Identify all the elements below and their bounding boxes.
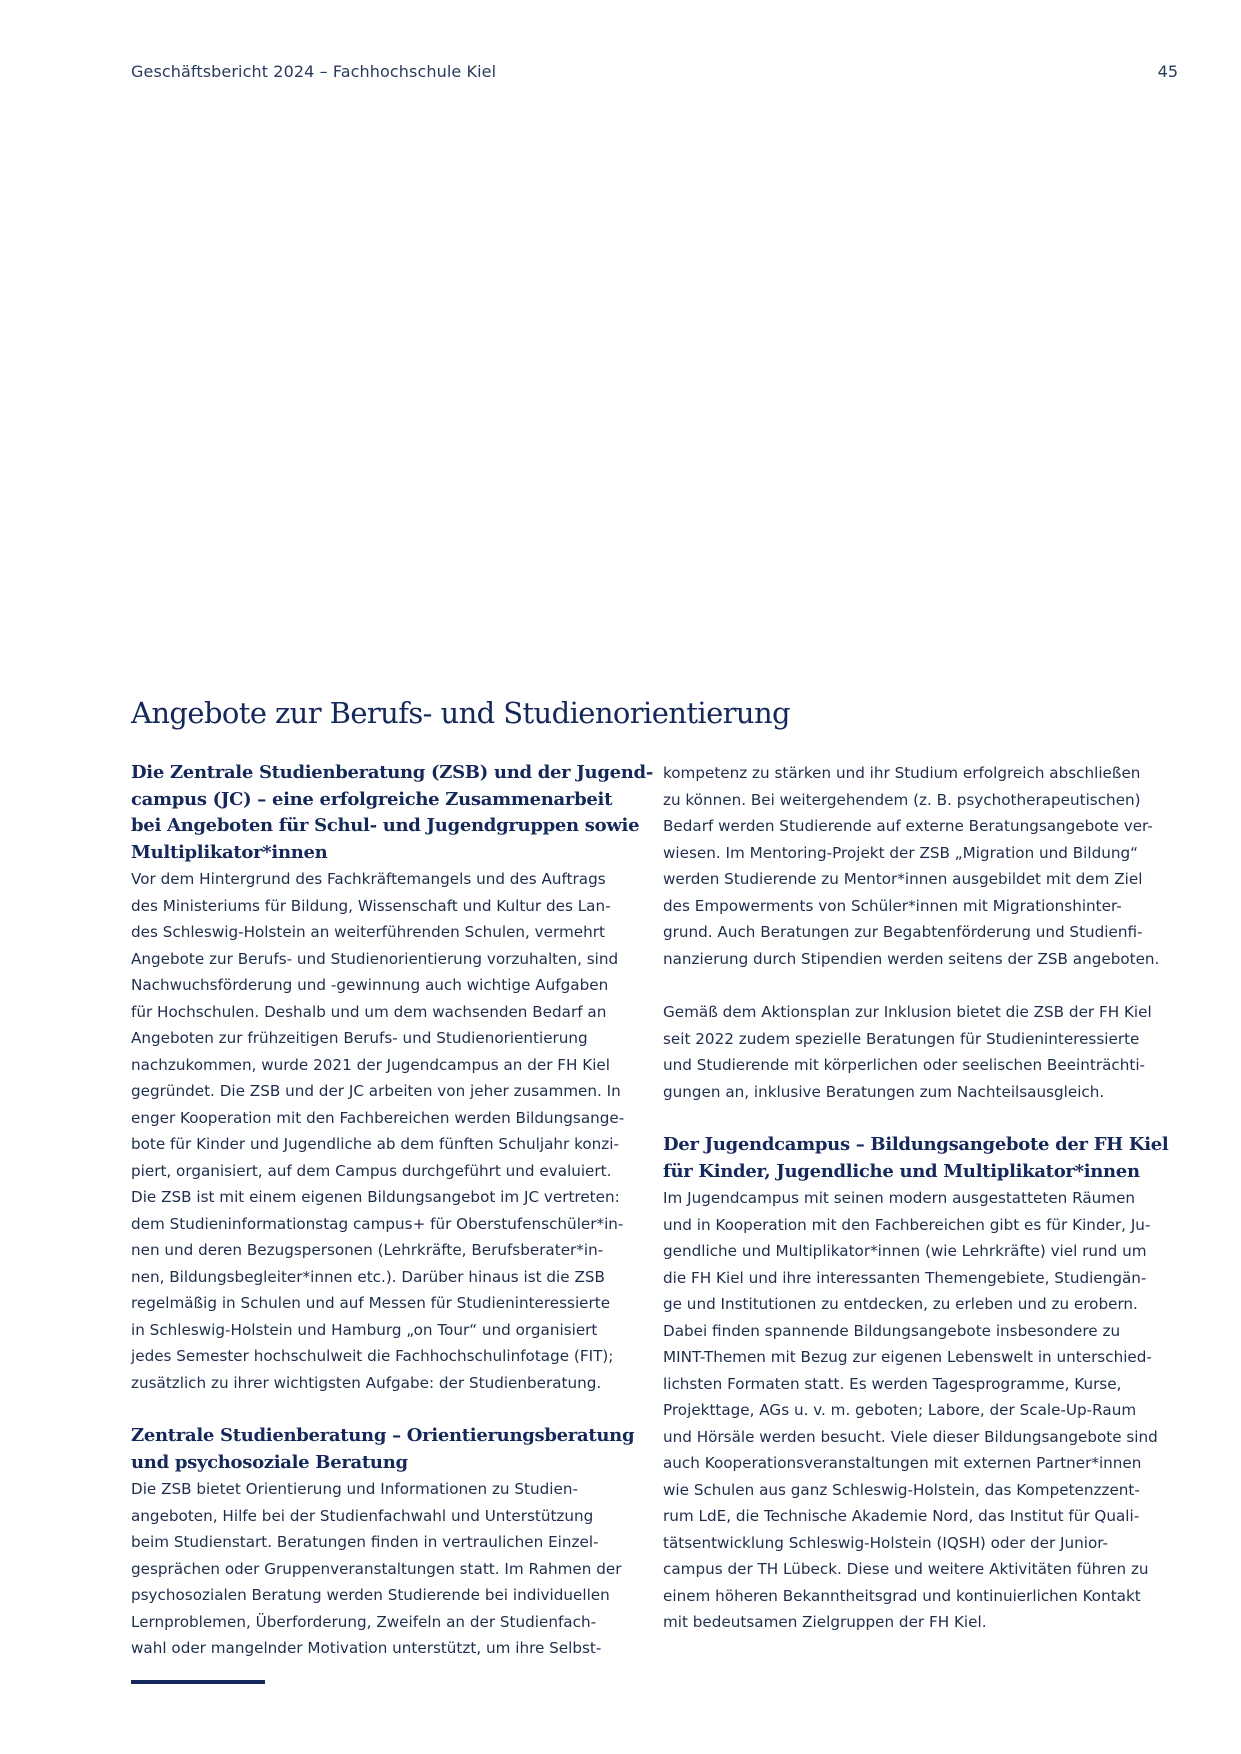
text-line: und Hörsäle werden besucht. Viele dieser Bildungsangebote sind bbox=[663, 1427, 1158, 1446]
paragraph-orientierungsberatung bbox=[131, 1476, 621, 1662]
text-line: und psychosoziale Beratung bbox=[131, 1451, 408, 1473]
text-line: wiesen. Im Mentoring-Projekt der ZSB „Migration und Bildung“ bbox=[663, 843, 1139, 862]
paragraph-inklusion bbox=[663, 999, 1163, 1105]
text-line: auch Kooperationsveranstaltungen mit externen Partner*innen bbox=[663, 1454, 1142, 1472]
text-line: jedes Semester hochschulweit die Fachhochschulinfotage (FIT); bbox=[131, 1347, 614, 1365]
text-line: beim Studienstart. Beratungen finden in vertraulichen Einzel- bbox=[131, 1533, 599, 1551]
text-line: Die ZSB bietet Orientierung und Informationen zu Studien- bbox=[131, 1480, 578, 1498]
page-number: 45 bbox=[1157, 62, 1178, 81]
text-line: Angebote zur Berufs- und Studienorientierung vorzuhalten, sind bbox=[131, 949, 619, 968]
text-line: angeboten, Hilfe bei der Studienfachwahl und Unterstützung bbox=[131, 1506, 594, 1525]
text-line: des Empowerments von Schüler*innen mit Migrationshinter- bbox=[663, 896, 1122, 915]
text-line: psychosozialen Beratung werden Studierende bei individuellen bbox=[131, 1586, 610, 1604]
text-line: tätsentwicklung Schleswig-Holstein (IQSH) oder der Junior- bbox=[663, 1533, 1109, 1552]
text-line: enger Kooperation mit den Fachbereichen werden Bildungsange- bbox=[131, 1108, 625, 1127]
text-line: für Kinder, Jugendliche und Multiplikator*innen bbox=[663, 1160, 1140, 1182]
text-line: Die Zentrale Studienberatung (ZSB) und der Jugend- bbox=[131, 762, 654, 783]
text-line: wahl oder mangelnder Motivation unterstützt, um ihre Selbst- bbox=[131, 1639, 602, 1657]
text-line: gungen an, inklusive Beratungen zum Nachteilsausgleich. bbox=[663, 1082, 1105, 1101]
text-line: mit bedeutsamen Zielgruppen der FH Kiel. bbox=[663, 1613, 987, 1631]
text-line: piert, organisiert, auf dem Campus durchgeführt und evaluiert. bbox=[131, 1161, 612, 1180]
text-line: campus der TH Lübeck. Diese und weitere Aktivitäten führen zu bbox=[663, 1560, 1149, 1578]
text-line: Der Jugendcampus – Bildungsangebote der FH Kiel bbox=[663, 1134, 1169, 1155]
footer-rule bbox=[131, 1680, 265, 1684]
text-line: Projekttage, AGs u. v. m. geboten; Labore, der Scale-Up-Raum bbox=[663, 1401, 1137, 1419]
text-line: nen und deren Bezugspersonen (Lehrkräfte, Berufsberater*in- bbox=[131, 1241, 604, 1259]
left-column bbox=[131, 760, 654, 1662]
text-line: Gemäß dem Aktionsplan zur Inklusion bietet die ZSB der FH Kiel bbox=[663, 1003, 1152, 1021]
section-title: Angebote zur Berufs- und Studienorientierung bbox=[131, 696, 791, 730]
text-line: Vor dem Hintergrund des Fachkräftemangels und des Auftrags bbox=[131, 870, 606, 888]
text-line: regelmäßig in Schulen und auf Messen für Studieninteressierte bbox=[131, 1294, 611, 1312]
text-line: Dabei finden spannende Bildungsangebote insbesondere zu bbox=[663, 1321, 1121, 1340]
text-line: seit 2022 zudem spezielle Beratungen für Studieninteressierte bbox=[663, 1029, 1140, 1048]
text-line: lichsten Formaten statt. Es werden Tagesprogramme, Kurse, bbox=[663, 1374, 1122, 1393]
text-line: Angeboten zur frühzeitigen Berufs- und Studienorientierung bbox=[131, 1029, 588, 1047]
heading-orientierungsberatung bbox=[131, 1423, 635, 1476]
text-line: wie Schulen aus ganz Schleswig-Holstein, das Kompetenzzent- bbox=[663, 1480, 1140, 1499]
right-column bbox=[663, 760, 1169, 1636]
text-line: rum LdE, die Technische Akademie Nord, das Institut für Quali- bbox=[663, 1507, 1140, 1525]
text-line: Nachwuchsförderung und -gewinnung auch wichtige Aufgaben bbox=[131, 976, 609, 994]
header-title: Geschäftsbericht 2024 – Fachhochschule Kiel bbox=[131, 62, 497, 81]
text-line: gendliche und Multiplikator*innen (wie Lehrkräfte) viel rund um bbox=[663, 1242, 1147, 1260]
text-line: nen, Bildungsbegleiter*innen etc.). Darüber hinaus ist die ZSB bbox=[131, 1267, 605, 1286]
text-line: und in Kooperation mit den Fachbereichen gibt es für Kinder, Ju- bbox=[663, 1215, 1151, 1234]
text-line: ge und Institutionen zu entdecken, zu erleben und zu erobern. bbox=[663, 1295, 1138, 1313]
text-line: grund. Auch Beratungen zur Begabtenförderung und Studienfi- bbox=[663, 923, 1143, 941]
text-line: zusätzlich zu ihrer wichtigsten Aufgabe: der Studienberatung. bbox=[131, 1373, 602, 1392]
text-line: kompetenz zu stärken und ihr Studium erfolgreich abschließen bbox=[663, 764, 1141, 782]
text-line: bote für Kinder und Jugendliche ab dem fünften Schuljahr konzi- bbox=[131, 1135, 619, 1153]
text-line: MINT-Themen mit Bezug zur eigenen Lebenswelt in unterschied- bbox=[663, 1348, 1152, 1366]
text-line: dem Studieninformationstag campus+ für Oberstufenschüler*in- bbox=[131, 1214, 624, 1233]
text-line: nachzukommen, wurde 2021 der Jugendcampus an der FH Kiel bbox=[131, 1055, 610, 1074]
text-line: die FH Kiel und ihre interessanten Themengebiete, Studiengän- bbox=[663, 1268, 1147, 1287]
text-line: des Schleswig-Holstein an weiterführenden Schulen, vermehrt bbox=[131, 923, 605, 941]
paragraph-zsb-jc bbox=[131, 866, 625, 1396]
text-line: Lernproblemen, Überforderung, Zweifeln an der Studienfach- bbox=[131, 1612, 597, 1631]
text-line: werden Studierende zu Mentor*innen ausgebildet mit dem Ziel bbox=[663, 870, 1143, 888]
text-line: Zentrale Studienberatung – Orientierungsberatung bbox=[131, 1425, 635, 1446]
text-line: für Hochschulen. Deshalb und um dem wachsenden Bedarf an bbox=[131, 1002, 607, 1021]
text-line: Die ZSB ist mit einem eigenen Bildungsangebot im JC vertreten: bbox=[131, 1188, 620, 1206]
text-line: Im Jugendcampus mit seinen modern ausgestatteten Räumen bbox=[663, 1189, 1136, 1207]
paragraph-jugendcampus bbox=[663, 1185, 1163, 1636]
text-line: bei Angeboten für Schul- und Jugendgruppen sowie bbox=[131, 815, 640, 836]
heading-zsb-jc bbox=[131, 760, 654, 866]
text-line: zu können. Bei weitergehendem (z. B. psychotherapeutischen) bbox=[663, 790, 1141, 809]
paragraph-beratung-fortsetzung bbox=[663, 760, 1163, 972]
text-line: und Studierende mit körperlichen oder seelischen Beeinträchti- bbox=[663, 1056, 1146, 1074]
text-line: campus (JC) – eine erfolgreiche Zusammenarbeit bbox=[131, 788, 613, 810]
text-line: nanzierung durch Stipendien werden seitens der ZSB angeboten. bbox=[663, 949, 1160, 968]
text-line: in Schleswig-Holstein und Hamburg „on Tour“ und organisiert bbox=[131, 1320, 598, 1339]
text-line: einem höheren Bekanntheitsgrad und kontinuierlichen Kontakt bbox=[663, 1586, 1141, 1605]
text-line: Multiplikator*innen bbox=[131, 841, 328, 863]
heading-jugendcampus bbox=[663, 1132, 1169, 1185]
text-line: gegründet. Die ZSB und der JC arbeiten von jeher zusammen. In bbox=[131, 1082, 621, 1100]
text-line: gesprächen oder Gruppenveranstaltungen statt. Im Rahmen der bbox=[131, 1559, 622, 1578]
text-line: Bedarf werden Studierende auf externe Beratungsangebote ver- bbox=[663, 817, 1153, 835]
text-line: des Ministeriums für Bildung, Wissenschaft und Kultur des Lan- bbox=[131, 896, 611, 915]
